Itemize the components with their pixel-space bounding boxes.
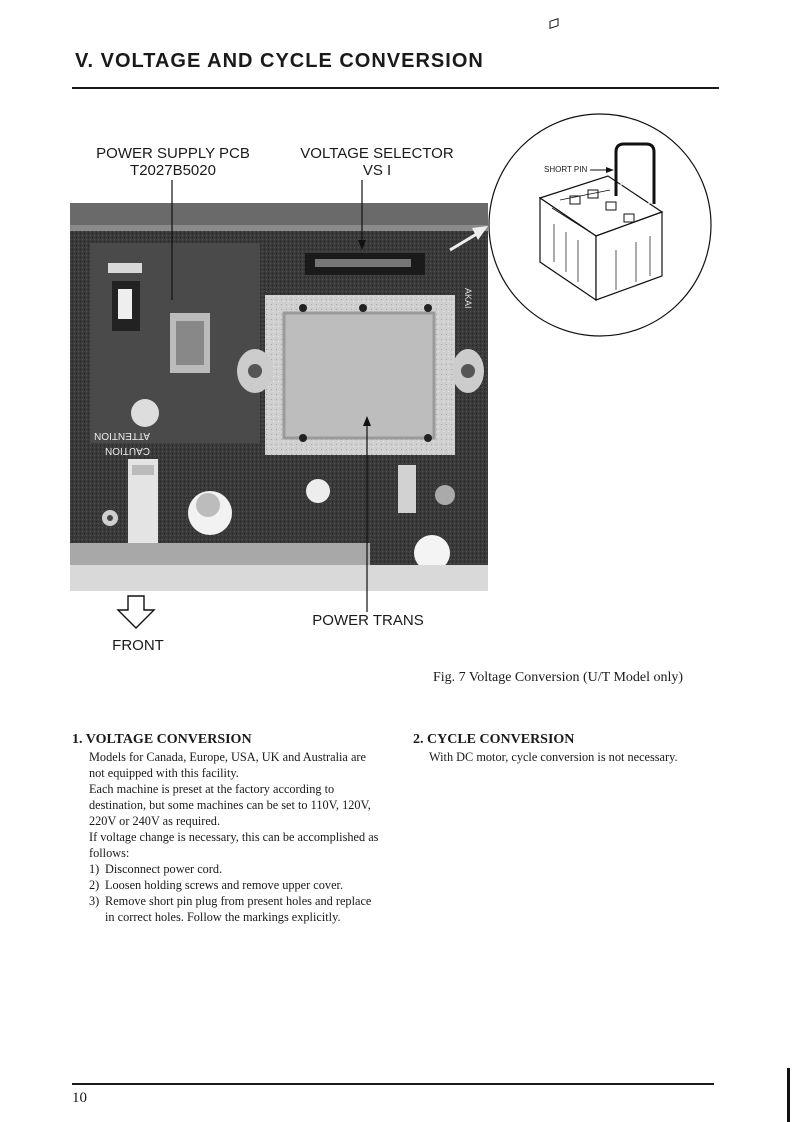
section-cycle-conversion bbox=[413, 732, 713, 765]
page-number: 10 bbox=[72, 1090, 87, 1106]
section-heading: 2. CYCLE CONVERSION bbox=[413, 732, 575, 747]
paragraph: Models for Canada, Europe, USA, UK and Australia are not equipped with this facility. bbox=[89, 750, 366, 780]
paragraph: With DC motor, cycle conversion is not necessary. bbox=[429, 750, 678, 764]
section-heading: 1. VOLTAGE CONVERSION bbox=[72, 732, 252, 747]
paragraph: If voltage change is necessary, this can be accomplished as follows: bbox=[89, 830, 379, 860]
power-trans-label: POWER TRANS bbox=[312, 612, 424, 629]
selector-leader-arrow bbox=[358, 240, 366, 250]
trans-leader-arrow bbox=[363, 416, 371, 426]
footer-rule bbox=[72, 1083, 714, 1085]
paragraph: Each machine is preset at the factory according to destination, but some machines can be set to 110V, 120V, 220V or 240V as required. bbox=[89, 782, 371, 828]
list-item: 1) Disconnect power cord. bbox=[89, 862, 223, 876]
voltage-selector-label: VOLTAGE SELECTOR VS I bbox=[300, 145, 454, 179]
power-supply-pcb-label: POWER SUPPLY PCB T2027B5020 bbox=[96, 145, 250, 179]
short-pin-label: SHORT PIN bbox=[544, 165, 588, 174]
page-title: V. VOLTAGE AND CYCLE CONVERSION bbox=[75, 50, 484, 72]
list-item: 2) Loosen holding screws and remove upper cover. bbox=[89, 878, 344, 892]
akai-marking: AKAI bbox=[463, 288, 473, 309]
scan-edge-mark bbox=[787, 1068, 790, 1122]
front-label: FRONT bbox=[112, 637, 164, 654]
section-voltage-conversion bbox=[72, 732, 380, 925]
detail-pointer-arrow bbox=[472, 226, 488, 240]
steps-list bbox=[89, 861, 380, 925]
figure-caption: Fig. 7 Voltage Conversion (U/T Model only) bbox=[433, 670, 684, 685]
attention-marking: ATTENTION bbox=[94, 430, 150, 441]
caution-marking: CAUTION bbox=[105, 445, 150, 456]
front-arrow-icon bbox=[118, 596, 154, 628]
list-item: 3) Remove short pin plug from present holes and replace in correct holes. Follow the markings explicitly. bbox=[89, 894, 372, 924]
